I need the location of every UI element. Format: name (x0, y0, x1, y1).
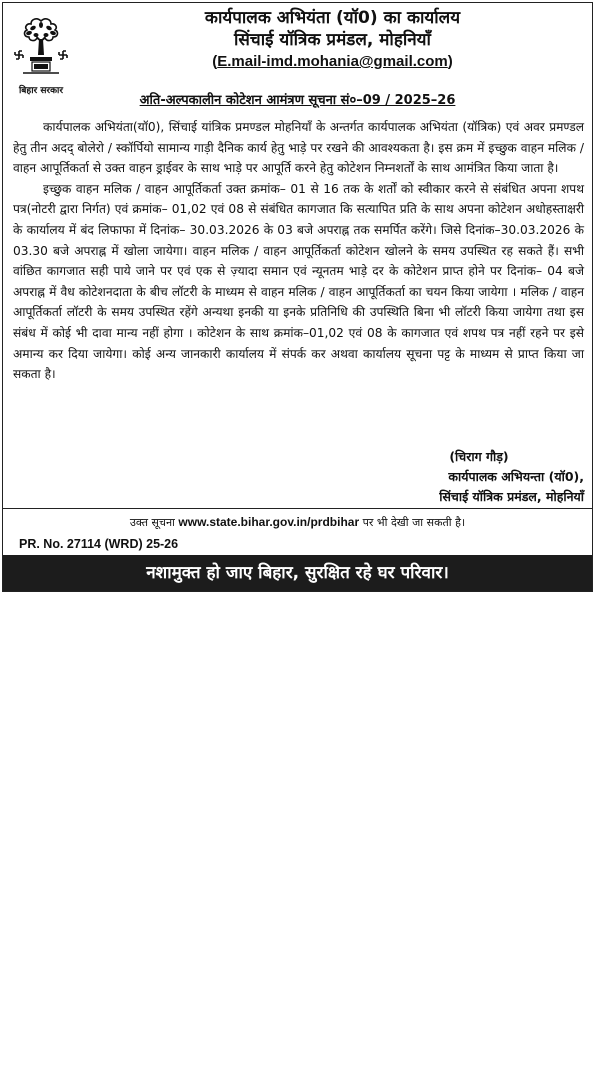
email-close-paren: ) (447, 53, 453, 70)
slogan-banner (3, 555, 592, 591)
notice-header (3, 3, 592, 99)
bodhi-tree-emblem-icon (9, 15, 73, 83)
notice-heading-text: अति-अल्पकालीन कोटेशन आमंत्रण सूचना सं०–09 / 2025–26 (139, 93, 456, 108)
website-suffix: पर भी देखी जा सकती है। (362, 516, 466, 529)
email-open-paren: ( (212, 53, 218, 70)
notice-paragraph-1: कार्यपालक अभियंता(यॉ0), सिंचाई यांत्रिक प्रमण्डल मोहनियाँ के अन्तर्गत कार्यपालक अभियंता (यॉत्रिक) एवं अवर प्रमण्डल हेतु तीन अदद् बोलेरो / स्कॉर्पियो सामान्य गाड़ी दैनिक कार्य हेतु भाड़े पर रखने की आवश्यकता है। इस क्रम में इच्छुक वाहन मलिक / वाहन आपूर्तिकर्ता से उक्त वाहन ड्राईवर के साथ भाड़े पर आपूर्ति करने हेतु कोटेशन निम्नशर्तों के साथ आमंत्रित किया जाता है। (13, 120, 584, 176)
footer-divider (3, 508, 592, 509)
signatory-name: (चिराग गौड़) (449, 449, 509, 464)
website-notice (3, 513, 592, 532)
pr-number: PR. No. 27114 (WRD) 25-26 (19, 537, 179, 551)
website-link[interactable]: www.state.bihar.gov.in/prdbihar (178, 515, 360, 529)
office-email (73, 51, 592, 73)
signatory-designation: कार्यपालक अभियन्ता (यॉ0), (448, 469, 584, 484)
slogan-text: नशामुक्त हो जाए बिहार, सुरक्षित रहे घर परिवार। (146, 563, 449, 583)
notice-body (13, 117, 584, 385)
signature-block (344, 447, 584, 507)
office-subtitle: सिंचाई यॉत्रिक प्रमंडल, मोहनियॉं (234, 30, 431, 50)
signatory-office: सिंचाई यॉत्रिक प्रमंडल, मोहनियॉं (439, 489, 584, 504)
notice-paragraph-2: इच्छुक वाहन मलिक / वाहन आपूर्तिकर्ता उक्त क्रमांक– 01 से 16 तक के शर्तों को स्वीकार करने से संबंधित अपना शपथ पत्र(नोटरी द्वारा निर्गत) एवं क्रमांक– 01,02 एवं 08 से संबंधित कागजात कि सत्यापित प्रति के साथ अपना कोटेशन अधोहस्ताक्षरी के कार्यालय में बंद लिफाफा में दिनांक– 30.03.2026 के 03 बजे अपराह्न तक समर्पित करेंगे। जिसे दिनांक–30.03.2026 के 03.30 बजे अपराह्न में खोला जायेगा। वाहन मलिक / वाहन आपूर्तिकर्ता कोटेशन खोलने के समय उपस्थित रह सकते हैं। सभी वांछित कागजात सही पाये जाने पर एवं एक से ज़्यादा समान एवं न्यूनतम भाड़े दर के कोटेशन प्राप्त होने पर दिनांक– 04 बजे अपराह्न में वैध कोटेशनदाता के बीच लॉटरी के माध्यम से वाहन मलिक / वाहन आपूर्तिकर्ता का चयन किया जायेगा । मलिक / वाहन आपूर्तिकर्ता लॉटरी के समय उपस्थित रहेंगे अन्यथा इनकी या इनके प्रतिनिधि की उपस्थिति बिना भी लॉटरी किया जायेगा तथा इस संबंध में कोई भी दावा मान्य नहीं होगा । कोटेशन के साथ क्रमांक–01,02 एवं 08 के कागजात एवं शपथ पत्र नहीं रहने पर इसे अमान्य कर दिया जायेगा। कोई अन्य जानकारी कार्यालय में संपर्क कर अथवा कार्यालय सूचना पट्ट के माध्यम से प्राप्त किया जा सकता है। (13, 181, 584, 382)
notice-advertisement (2, 2, 593, 592)
logo-caption: बिहार सरकार (18, 86, 64, 96)
office-title: कार्यपालक अभियंता (यॉ0) का कार्यालय (204, 8, 461, 28)
bihar-government-emblem-icon (9, 15, 73, 97)
notice-heading (3, 91, 592, 111)
website-prefix: उक्त सूचना (129, 516, 175, 529)
email-link[interactable]: E.mail-imd.mohania@gmail.com (217, 53, 448, 70)
